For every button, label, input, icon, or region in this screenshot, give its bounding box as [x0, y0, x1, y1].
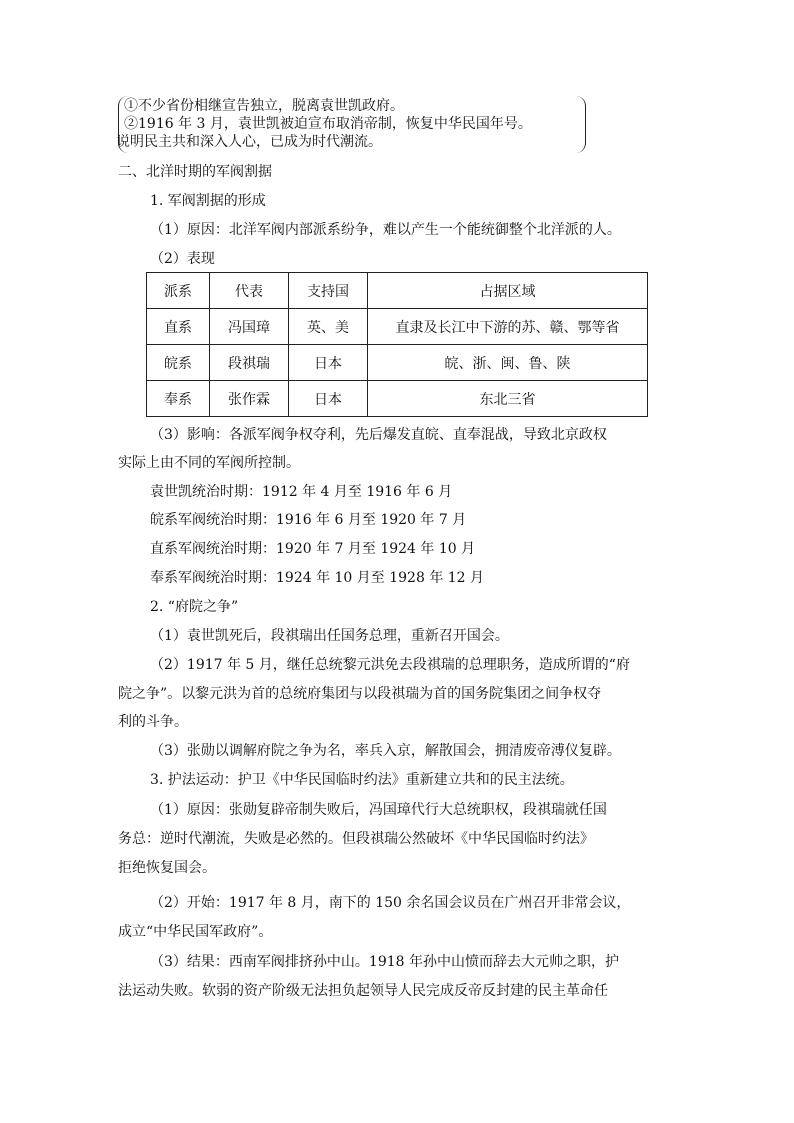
brace-line-1: ①不少省份相继宣告独立，脱离袁世凯政府。 [124, 98, 404, 114]
table-row [147, 309, 648, 345]
table-cell: 英、美 [289, 309, 368, 345]
period-line: 袁世凯统治时期：1912 年 4 月至 1916 年 6 月 [150, 484, 453, 500]
paragraph: 务总：逆时代潮流，失败是必然的。但段祺瑞公然破坏《中华民国临时约法》 [118, 831, 594, 847]
paragraph: 成立“中华民国军政府”。 [118, 924, 273, 940]
brace-line-2: ②1916 年 3 月，袁世凯被迫宣布取消帝制，恢复中华民国年号。 [124, 116, 532, 132]
brace-line-3: 说明民主共和深入人心，已成为时代潮流。 [116, 134, 382, 150]
paragraph: （2）开始：1917 年 8 月，南下的 150 余名国会议员在广州召开非常会议， [150, 895, 631, 911]
table-header-cell: 占据区域 [368, 273, 648, 309]
impact-line-1: （3）影响：各派军阀争权夺利，先后爆发直皖、直奉混战，导致北京政权 [150, 427, 607, 443]
subsection-title-1: 1. 军阀割据的形成 [150, 193, 266, 209]
impact-line-2: 实际上由不同的军阀所控制。 [118, 455, 300, 471]
table-cell: 东北三省 [368, 381, 648, 417]
table-row [147, 381, 648, 417]
manifest-label: （2）表现 [150, 251, 215, 267]
table-header-cell: 派系 [147, 273, 210, 309]
table-header-cell: 支持国 [289, 273, 368, 309]
table-cell: 段祺瑞 [210, 345, 289, 381]
table-cell: 冯国璋 [210, 309, 289, 345]
paragraph: （1）袁世凯死后，段祺瑞出任国务总理，重新召开国会。 [150, 628, 509, 644]
paragraph: （1）原因：张勋复辟帝制失败后，冯国璋代行大总统职权，段祺瑞就任国 [150, 802, 607, 818]
subsection-title-2: 2. “府院之争” [150, 599, 239, 615]
paragraph: （3）结果：西南军阀排挤孙中山。1918 年孙中山愤而辞去大元帅之职，护 [150, 954, 619, 970]
period-line: 奉系军阀统治时期：1924 年 10 月至 1928 年 12 月 [150, 570, 485, 586]
period-line: 直系军阀统治时期：1920 年 7 月至 1924 年 10 月 [150, 541, 476, 557]
table-cell: 日本 [289, 345, 368, 381]
section-heading: 二、北洋时期的军阀割据 [118, 164, 272, 180]
paragraph: （2）1917 年 5 月，继任总统黎元洪免去段祺瑞的总理职务，造成所谓的“府 [150, 657, 630, 673]
paragraph: 院之争”。以黎元洪为首的总统府集团与以段祺瑞为首的国务院集团之间争权夺 [118, 686, 602, 702]
table-cell: 奉系 [147, 381, 210, 417]
table-cell: 皖、浙、闽、鲁、陕 [368, 345, 648, 381]
subsection-title-3: 3. 护法运动：护卫《中华民国临时约法》重新建立共和的民主法统。 [150, 772, 574, 788]
table-header-row [147, 273, 648, 309]
table-cell: 日本 [289, 381, 368, 417]
table-header-cell: 代表 [210, 273, 289, 309]
paragraph: 法运动失败。软弱的资产阶级无法担负起领导人民完成反帝反封建的民主革命任 [118, 983, 608, 999]
table-cell: 张作霖 [210, 381, 289, 417]
paragraph: 利的斗争。 [118, 714, 188, 730]
paragraph: 拒绝恢复国会。 [118, 860, 216, 876]
table-row [147, 345, 648, 381]
cause-paragraph: （1）原因：北洋军阀内部派系纷争，难以产生一个能统御整个北洋派的人。 [150, 222, 621, 238]
paragraph: （3）张勋以调解府院之争为名，率兵入京，解散国会，拥清废帝溥仪复辟。 [150, 743, 621, 759]
table-cell: 皖系 [147, 345, 210, 381]
period-line: 皖系军阀统治时期：1916 年 6 月至 1920 年 7 月 [150, 512, 467, 528]
warlord-table [146, 272, 648, 417]
table-cell: 直系 [147, 309, 210, 345]
table-cell: 直隶及长江中下游的苏、赣、鄂等省 [368, 309, 648, 345]
